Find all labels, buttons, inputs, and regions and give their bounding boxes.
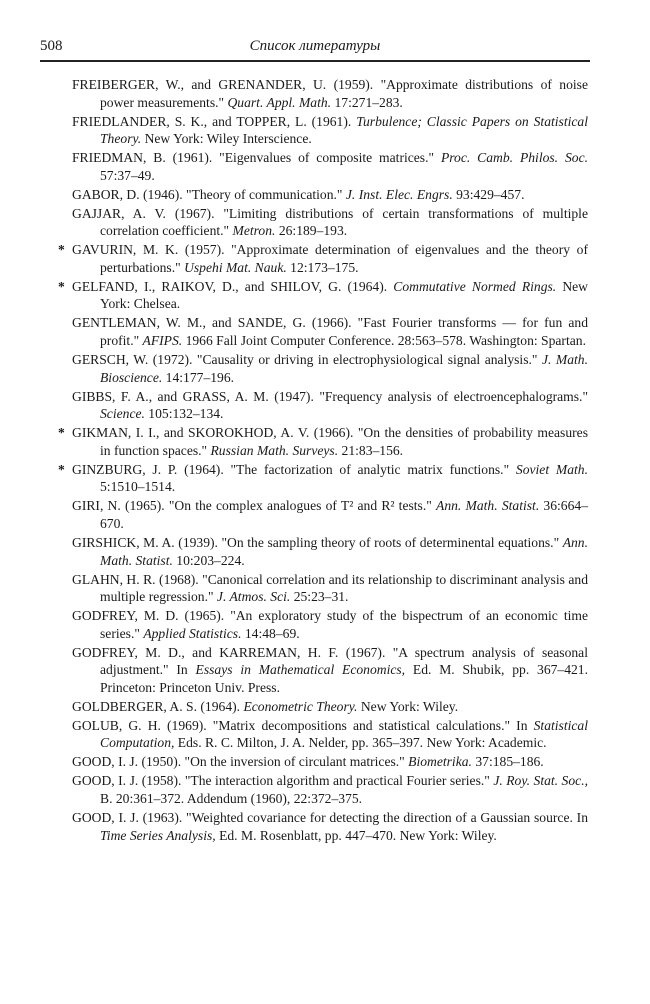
asterisk-marker: * <box>58 461 65 477</box>
reference-entry <box>72 534 588 569</box>
reference-text: 10:203–224. <box>172 552 245 568</box>
asterisk-marker: * <box>58 425 65 441</box>
reference-text: 26:189–193. <box>275 223 348 239</box>
reference-entry <box>72 809 588 844</box>
reference-italic-text: Time Series Analysis, <box>100 827 216 843</box>
reference-italic-text: Quart. Appl. Math. <box>227 94 332 110</box>
reference-italic-text: Russian Math. Surveys. <box>210 442 339 458</box>
reference-text: FRIEDLANDER, S. K., and TOPPER, L. (1961). <box>72 113 357 129</box>
reference-entry <box>72 76 588 111</box>
reference-text: 17:271–283. <box>331 94 403 110</box>
reference-entry <box>72 571 588 606</box>
reference-text: GOOD, I. J. (1950). "On the inversion of circulant matrices." <box>72 754 409 770</box>
reference-text: GODFREY, M. D. (1965). "An exploratory study of the bispectrum of an economic time series." <box>72 608 588 641</box>
running-title: Список литературы <box>249 38 381 54</box>
reference-entry <box>72 772 588 807</box>
reference-text: Ed. M. Shubik, pp. 367–421. Princeton: Princeton Univ. Press. <box>100 662 588 695</box>
reference-text: GIKMAN, I. I., and SKOROKHOD, A. V. (1966). "On the densities of probability measures in function spaces." <box>72 425 588 458</box>
reference-italic-text: Applied Statistics. <box>143 625 242 641</box>
asterisk-marker: * <box>58 242 65 258</box>
reference-entry <box>72 314 588 349</box>
reference-text: 105:132–134. <box>144 406 224 422</box>
reference-text: Ed. M. Rosenblatt, pp. 447–470. New York: Wiley. <box>215 827 497 843</box>
reference-text: GINZBURG, J. P. (1964). "The factorization of analytic matrix functions." <box>72 461 516 477</box>
reference-text: GABOR, D. (1946). "Theory of communication." <box>72 186 346 202</box>
reference-text: New York: Wiley. <box>357 698 459 714</box>
reference-italic-text: Proc. Camb. Philos. Soc. <box>440 150 588 166</box>
reference-entry <box>72 698 588 716</box>
reference-list <box>58 76 589 846</box>
reference-italic-text: Biometrika. <box>408 754 472 770</box>
reference-entry <box>72 205 588 240</box>
reference-entry <box>58 461 588 496</box>
reference-entry <box>72 113 588 148</box>
reference-text: New York: Chelsea. <box>100 278 588 312</box>
reference-text: GOLUB, G. H. (1969). "Matrix decompositions and statistical calculations." In <box>72 717 534 733</box>
reference-italic-text: Science. <box>100 406 145 422</box>
reference-text: 21:83–156. <box>338 442 404 458</box>
reference-text: GERSCH, W. (1972). "Causality or driving in electrophysiological signal analysis." <box>72 352 542 368</box>
reference-italic-text: Econometric Theory. <box>243 698 358 714</box>
reference-text: GIRSHICK, M. A. (1939). "On the sampling theory of roots of determinental equations." <box>72 534 563 550</box>
reference-entry <box>58 278 588 313</box>
reference-entry <box>72 607 588 642</box>
page-header <box>40 38 590 62</box>
reference-italic-text: Statistical Computation, <box>100 717 588 751</box>
reference-text: 5:1510–1514. <box>100 479 176 495</box>
reference-italic-text: Essays in Mathematical Economics, <box>195 662 406 678</box>
reference-entry <box>58 241 588 276</box>
reference-text: 57:37–49. <box>100 167 155 183</box>
reference-text: GODFREY, M. D., and KARREMAN, H. F. (1967). "A spectrum analysis of seasonal adjustment." In <box>72 644 588 678</box>
reference-text: GENTLEMAN, W. M., and SANDE, G. (1966). "Fast Fourier transforms — for fun and profit." <box>72 315 588 349</box>
reference-entry <box>72 497 588 532</box>
reference-italic-text: J. Inst. Elec. Engrs. <box>345 186 453 202</box>
reference-text: GOOD, I. J. (1958). "The interaction algorithm and practical Fourier series." <box>72 773 494 789</box>
reference-text: GIBBS, F. A., and GRASS, A. M. (1947). "Frequency analysis of electroencephalograms." <box>72 388 588 404</box>
reference-text: FREIBERGER, W., and GRENANDER, U. (1959). "Approximate distributions of noise power measurements." <box>72 77 588 110</box>
reference-entry <box>72 388 588 423</box>
reference-text: Eds. R. C. Milton, J. A. Nelder, pp. 365–397. New York: Academic. <box>174 735 547 751</box>
reference-entry <box>72 351 588 386</box>
reference-italic-text: Commutative Normed Rings. <box>393 278 557 294</box>
reference-entry <box>58 424 588 459</box>
asterisk-marker: * <box>58 278 65 294</box>
reference-italic-text: Metron. <box>232 223 276 239</box>
reference-italic-text: AFIPS. <box>142 333 183 349</box>
reference-entry <box>72 186 588 204</box>
reference-italic-text: J. Atmos. Sci. <box>216 589 291 605</box>
reference-italic-text: Ann. Math. Statist. <box>100 534 588 568</box>
reference-italic-text: Uspehi Mat. Nauk. <box>184 259 287 275</box>
reference-entry <box>72 717 588 752</box>
reference-italic-text: Ann. Math. Statist. <box>436 498 540 514</box>
reference-text: New York: Wiley Interscience. <box>141 131 312 147</box>
reference-text: 14:48–69. <box>241 625 300 641</box>
reference-italic-text: J. Roy. Stat. Soc., <box>493 773 588 789</box>
reference-text: GOOD, I. J. (1963). "Weighted covariance for detecting the direction of a Gaussian source. In <box>72 809 588 825</box>
reference-text: 37:185–186. <box>471 754 544 770</box>
page-number: 508 <box>40 38 63 54</box>
reference-text: GAVURIN, M. K. (1957). "Approximate determination of eigenvalues and the theory of perturbations." <box>72 242 588 275</box>
reference-entry <box>72 149 588 184</box>
header-rule <box>40 60 590 62</box>
reference-italic-text: Turbulence; Classic Papers on Statistical Theory. <box>100 113 589 147</box>
reference-text: B. 20:361–372. Addendum (1960), 22:372–375. <box>100 790 363 806</box>
reference-text: GLAHN, H. R. (1968). "Canonical correlation and its relationship to discriminant analysis and multiple regression." <box>72 571 588 605</box>
reference-text: GAJJAR, A. V. (1967). "Limiting distributions of certain transformations of multiple correlation coefficient." <box>72 205 588 239</box>
reference-text: 1966 Fall Joint Computer Conference. 28:563–578. Washington: Spartan. <box>182 333 586 349</box>
reference-italic-text: Soviet Math. <box>515 461 588 477</box>
reference-text: GELFAND, I., RAIKOV, D., and SHILOV, G. (1964). <box>72 278 394 294</box>
reference-text: 36:664–670. <box>100 498 588 531</box>
reference-text: GOLDBERGER, A. S. (1964). <box>72 698 244 714</box>
reference-text: FRIEDMAN, B. (1961). "Eigenvalues of composite matrices." <box>72 150 441 166</box>
reference-text: 25:23–31. <box>290 589 349 605</box>
reference-text: 12:173–175. <box>286 259 359 275</box>
reference-italic-text: J. Math. Bioscience. <box>100 352 588 385</box>
reference-text: 93:429–457. <box>452 186 525 202</box>
reference-entry <box>72 753 588 771</box>
reference-entry <box>72 644 588 697</box>
reference-text: GIRI, N. (1965). "On the complex analogues of T² and R² tests." <box>72 498 437 514</box>
reference-text: 14:177–196. <box>162 369 235 385</box>
